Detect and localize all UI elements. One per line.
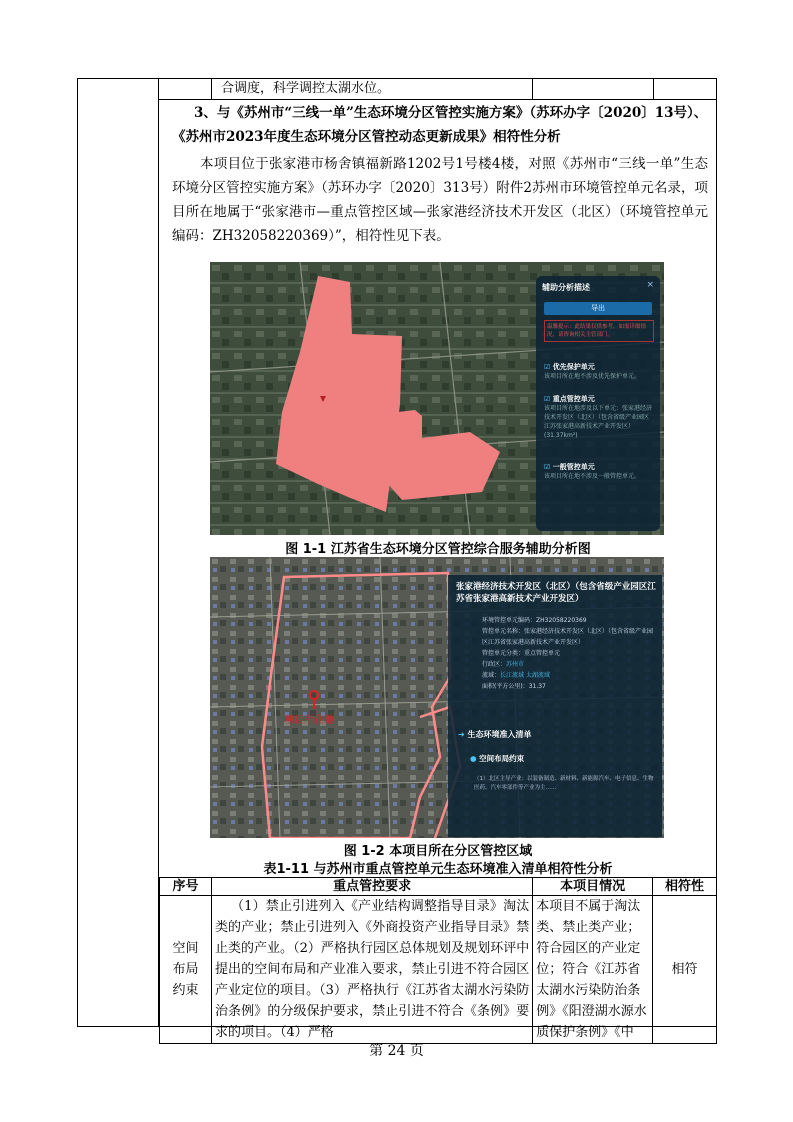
layout-constraint-text: （1）北区主导产业：以装备制造、新材料、新能源汽车、电子信息、生物医药、汽车零部件等产业为主…… bbox=[474, 776, 654, 791]
row-requirement: （1）禁止引进列入《产业结构调整指导目录》淘汰类的产业；禁止引进列入《外商投资产业指导目录》禁止类的产业。（2）严格执行园区总体规划及规划环评中提出的空间布局和产业准入要求，禁止引进不符合园区产业定位的项目。（3）严格执行《江苏省太湖水污染防治条例》的分级保护要求，禁止引进不符合《条例》要求的项目。（4）严格 bbox=[211, 896, 532, 1044]
panel-title: 辅助分析描述 bbox=[542, 283, 590, 292]
section-general-title: 一般管控单元 bbox=[552, 463, 595, 471]
table-caption: 表1-11 与苏州市重点管控单元生态环境准入清单相符性分析 bbox=[263, 862, 613, 877]
top-row-cell-1 bbox=[159, 78, 212, 99]
check-icon: ☑ bbox=[544, 463, 553, 471]
unit-field-basin: 流域：长江流域 太湖流域 bbox=[482, 672, 550, 679]
body-paragraph: 本项目位于张家港市杨舍镇福新路1202号1号楼4楼，对照《苏州市“三线一单”生态环境分区管控实施方案》（苏环办字〔2020〕313号）附件2苏州市环境管控单元名录，项目所在地属于“张家港市—重点管控区域—张家港经济技术开发区（北区）（环境管控单元编码：ZH32058220369）”，相符性见下表。 bbox=[172, 156, 708, 244]
map-figure-2[interactable] bbox=[210, 557, 664, 838]
unit-field-name: 管控单元名称：张家港经济技术开发区（北区）（包含省级产业园区江苏省张家港高新技术产业开发区） bbox=[482, 628, 654, 646]
conformity-table bbox=[159, 877, 717, 1044]
unit-field-area: 面积(平方公里)：31.37 bbox=[482, 683, 546, 690]
figure-2-caption: 图 1-2 本项目所在分区管控区域 bbox=[343, 844, 533, 859]
access-list-heading[interactable]: ➜ 生态环境准入清单 bbox=[458, 730, 532, 739]
table-row bbox=[160, 896, 717, 1044]
heading-line-1: 3、与《苏州市“三线一单”生态环境分区管控实施方案》（苏环办字〔2020〕13号）、 bbox=[194, 105, 708, 121]
left-column bbox=[77, 78, 159, 1027]
header-requirement: 重点管控要求 bbox=[211, 878, 532, 896]
header-situation: 本项目情况 bbox=[533, 878, 653, 896]
row-conformity: 相符 bbox=[653, 896, 717, 1044]
bullet-icon: ● bbox=[470, 754, 480, 763]
section-priority-text: 该项目所在地不涉及优先保护单元。 bbox=[544, 373, 641, 380]
table-header-row bbox=[160, 878, 717, 896]
top-row-cell-3 bbox=[533, 78, 654, 99]
export-button[interactable]: 导出 bbox=[544, 302, 652, 315]
check-icon: ☑ bbox=[544, 395, 553, 403]
unit-field-district: 行政区：苏州市 bbox=[482, 661, 525, 668]
section-key bbox=[544, 394, 654, 440]
section-general bbox=[544, 462, 654, 481]
unit-panel-title: 张家港经济技术开发区（北区）（包含省级产业园区江苏省张家港高新技术产业开发区） bbox=[456, 582, 656, 604]
heading-line-2: 《苏州市2023年度生态环境分区管控动态更新成果》相符性分析 bbox=[172, 129, 561, 145]
map-figure-1[interactable] bbox=[210, 262, 664, 535]
header-index: 序号 bbox=[160, 878, 212, 896]
project-location-label: 项目所在地 bbox=[284, 715, 334, 726]
chevron-right-icon: ➜ bbox=[458, 730, 468, 739]
unit-info-panel bbox=[448, 575, 662, 837]
section-heading bbox=[172, 101, 708, 149]
section-priority-title: 优先保护单元 bbox=[552, 363, 595, 371]
top-row bbox=[159, 78, 717, 100]
layout-constraint-heading[interactable]: ● 空间布局约束 bbox=[470, 754, 525, 763]
section-key-title: 重点管控单元 bbox=[552, 395, 595, 403]
header-conformity: 相符性 bbox=[653, 878, 717, 896]
check-icon: ☑ bbox=[544, 363, 553, 371]
unit-fields bbox=[482, 615, 658, 692]
top-row-text: 合调度，科学调控太湖水位。 bbox=[211, 78, 533, 99]
figure-1-caption: 图 1-1 江苏省生态环境分区管控综合服务辅助分析图 bbox=[285, 542, 591, 557]
section-priority bbox=[544, 362, 654, 381]
analysis-panel bbox=[536, 276, 660, 531]
page-number: 第 24 页 bbox=[369, 1043, 424, 1059]
warning-note: 温馨提示：此结果仅供参考，如需详细情况，请咨询相关主管部门。 bbox=[544, 320, 654, 342]
row-situation: 本项目不属于淘汰类、禁止类产业；符合园区的产业定位；符合《江苏省太湖水污染防治条例》《阳澄湖水源水质保护条例》《中 bbox=[533, 896, 653, 1044]
unit-field-class: 管控单元分类：重点管控单元 bbox=[482, 650, 561, 657]
section-key-text: 该项目所在地涉及以下单元：张家港经济技术开发区（北区）（包含省级产业园区江苏张家港高新技术产业开发区）(31.37km²) bbox=[544, 405, 653, 439]
unit-field-code: 环境管控单元编码：ZH32058220369 bbox=[482, 617, 587, 624]
row-category: 空间布局约束 bbox=[160, 896, 212, 1044]
section-general-text: 该项目所在地不涉及一般管控单元。 bbox=[544, 473, 641, 480]
close-icon[interactable]: × bbox=[646, 280, 654, 290]
